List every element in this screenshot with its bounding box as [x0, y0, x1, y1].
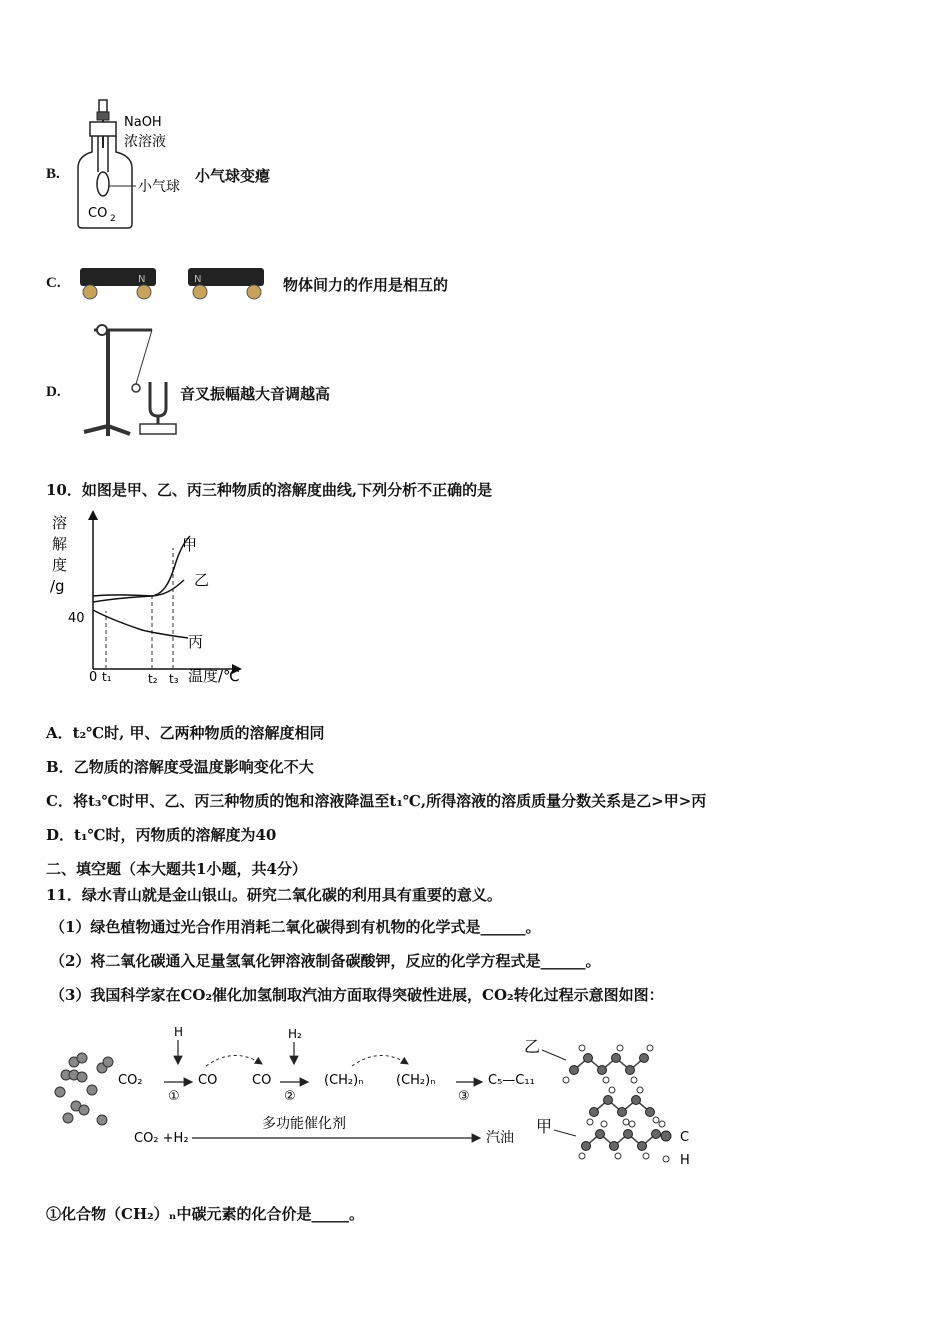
q10-option-a: A．t₂℃时, 甲、乙两种物质的溶解度相同 [46, 724, 325, 742]
xlabel: 温度/℃ [188, 667, 240, 685]
series-jia-line [93, 536, 190, 602]
diag-label-jia: 甲 [536, 1117, 553, 1136]
option-c-letter: C. [46, 275, 61, 291]
legend-yi: 乙 [194, 571, 210, 589]
q10-stem: 10．如图是甲、乙、丙三种物质的溶解度曲线,下列分析不正确的是 [46, 481, 493, 499]
option-b-letter: B. [46, 166, 60, 182]
option-b-caption: 小气球变瘪 [195, 167, 271, 185]
naoh-label: NaOH [124, 115, 162, 130]
diag-catalyst: 多功能催化剂 [262, 1116, 346, 1132]
series-bing-line [93, 610, 188, 638]
legend-h-icon [663, 1156, 669, 1162]
balloon-label: 小气球 [138, 179, 180, 195]
ytick-40: 40 [68, 611, 85, 626]
xtick-t2: t₂ [148, 672, 158, 686]
diag-label-yi: 乙 [524, 1037, 541, 1056]
xtick-t3: t₃ [169, 672, 179, 686]
co2-molecules-icon [55, 1053, 113, 1125]
diag-step1: ① [168, 1089, 180, 1104]
legend-bing: 丙 [188, 633, 204, 651]
svg-text:N: N [194, 274, 202, 285]
diag-co-b: CO [252, 1073, 272, 1088]
diag-co2: CO₂ [118, 1073, 143, 1088]
naoh-flask-diagram [70, 96, 195, 236]
diag-ch2n-b: (CH₂)ₙ [396, 1073, 436, 1088]
magnet-carts-diagram [76, 262, 276, 302]
co2-label-sub: 2 [110, 214, 116, 224]
series-yi-line [93, 580, 184, 596]
diag-c5c11: C₅—C₁₁ [488, 1073, 535, 1088]
q11-sub1: （1）绿色植物通过光合作用消耗二氧化碳得到有机物的化学式是______。 [50, 918, 541, 936]
option-c-caption: 物体间力的作用是相互的 [283, 276, 449, 294]
q11-sub3: （3）我国科学家在CO₂催化加氢制取汽油方面取得突破性进展，CO₂转化过程示意图如图： [50, 986, 664, 1004]
legend-c: C [680, 1130, 690, 1145]
diag-product: 汽油 [486, 1130, 514, 1146]
q10-option-c: C．将t₃℃时甲、乙、丙三种物质的饱和溶液降温至t₁℃,所得溶液的溶质质量分数关系是乙>甲>丙 [46, 792, 707, 810]
q11-sub3-1: ①化合物（CH₂）ₙ中碳元素的化合价是_____。 [46, 1205, 364, 1223]
xtick-t1: t₁ [102, 670, 112, 684]
q10-option-d: D．t₁℃时，丙物质的溶解度为40 [46, 826, 277, 844]
q10-option-b: B．乙物质的溶解度受温度影响变化不大 [46, 758, 314, 776]
option-d-caption: 音叉振幅越大音调越高 [180, 385, 331, 403]
diag-step3: ③ [458, 1089, 470, 1104]
hydrocarbon-molecules-icon [574, 1058, 656, 1146]
co2-label: CO [88, 206, 108, 221]
tuning-fork-diagram [74, 318, 182, 440]
solution-label: 浓溶液 [124, 134, 166, 150]
ylabel: 溶 解 度 /g [50, 514, 68, 595]
section2-header: 二、填空题（本大题共1小题，共4分） [46, 860, 307, 878]
diag-h2: H₂ [288, 1027, 302, 1041]
legend-jia: 甲 [182, 536, 198, 554]
legend-c-icon [661, 1131, 671, 1141]
q11-sub2: （2）将二氧化碳通入足量氢氧化钾溶液制备碳酸钾，反应的化学方程式是______。 [50, 952, 601, 970]
legend-h: H [680, 1153, 690, 1168]
diag-reactants: CO₂ +H₂ [134, 1131, 189, 1146]
co2-conversion-diagram [46, 1020, 716, 1172]
diag-ch2n-a: (CH₂)ₙ [324, 1073, 364, 1088]
svg-text:N: N [138, 274, 146, 285]
option-d-letter: D. [46, 384, 61, 400]
xtick-0: 0 [89, 670, 98, 685]
diag-co-a: CO [198, 1073, 218, 1088]
diag-h: H [174, 1025, 184, 1039]
q11-stem: 11．绿水青山就是金山银山。研究二氧化碳的利用具有重要的意义。 [46, 886, 502, 904]
diag-step2: ② [284, 1089, 296, 1104]
solubility-chart [46, 506, 256, 692]
